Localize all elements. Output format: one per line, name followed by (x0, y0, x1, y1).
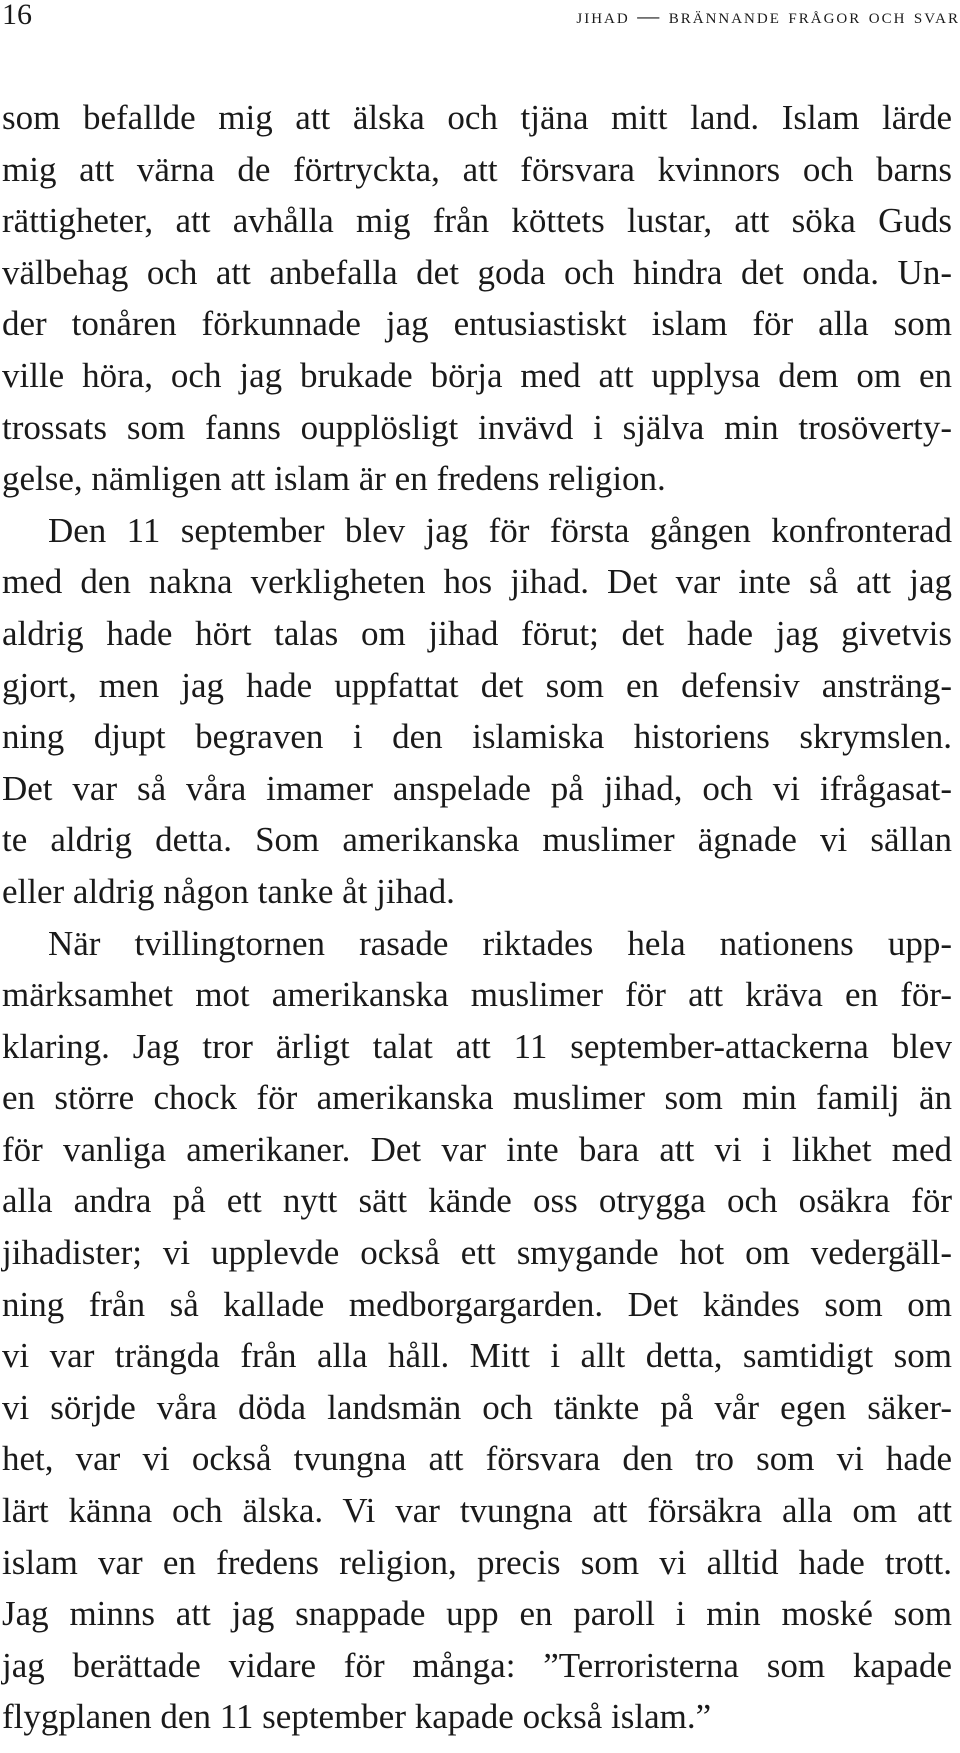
running-head (0, 0, 960, 34)
text-line: lärt känna och älska. Vi var tvungna att försäkra alla om att (2, 1491, 952, 1531)
body-text (2, 92, 952, 1743)
text-line: ning från så kallade medborgargarden. Det kändes som om (2, 1284, 952, 1324)
text-line: gelse, nämligen att islam är en fredens religion. (2, 459, 666, 499)
text-line: gjort, men jag hade uppfattat det som en defensiv ansträng- (2, 665, 952, 705)
text-line: islam var en fredens religion, precis som vi alltid hade trott. (2, 1542, 952, 1582)
text-line: mig att värna de förtryckta, att försvara kvinnors och barns (2, 149, 952, 189)
text-line: för vanliga amerikaner. Det var inte bara att vi i likhet med (2, 1129, 952, 1169)
running-title: jihad — brännande frågor och svar (576, 3, 960, 28)
text-line: te aldrig detta. Som amerikanska muslimer ägnade vi sällan (2, 820, 952, 860)
text-line: vi var trängda från alla håll. Mitt i allt detta, samtidigt som (2, 1336, 952, 1376)
text-line: märksamhet mot amerikanska muslimer för att kräva en för- (2, 975, 952, 1015)
text-line: Jag minns att jag snappade upp en paroll i min moské som (2, 1594, 952, 1634)
text-line: eller aldrig någon tanke åt jihad. (2, 871, 455, 911)
text-line: flygplanen den 11 september kapade också islam.” (2, 1697, 712, 1737)
text-line: der tonåren förkunnade jag entusiastiskt islam för alla som (2, 304, 952, 344)
text-line: som befallde mig att älska och tjäna mitt land. Islam lärde (2, 98, 952, 137)
text-line: ville höra, och jag brukade börja med att upplysa dem om en (2, 355, 952, 395)
text-line: välbehag och att anbefalla det goda och hindra det onda. Un- (2, 252, 952, 292)
text-line: med den nakna verkligheten hos jihad. Det var inte så att jag (2, 562, 952, 602)
text-line: jag berättade vidare för många: ”Terroristerna som kapade (2, 1645, 952, 1685)
page-number: 16 (2, 0, 32, 31)
text-line: het, var vi också tvungna att försvara den tro som vi hade (2, 1439, 952, 1479)
text-line: en större chock för amerikanska muslimer som min familj än (2, 1078, 952, 1118)
text-line: alla andra på ett nytt sätt kände oss otrygga och osäkra för (2, 1181, 952, 1221)
text-line: När tvillingtornen rasade riktades hela nationens upp- (48, 923, 952, 963)
text-line: aldrig hade hört talas om jihad förut; det hade jag givetvis (2, 613, 952, 653)
text-line: ning djupt begraven i den islamiska historiens skrymslen. (2, 717, 952, 757)
text-line: jihadister; vi upplevde också ett smygande hot om vedergäll- (2, 1233, 952, 1273)
text-line: klaring. Jag tror ärligt talat att 11 september-attackerna blev (2, 1026, 952, 1066)
text-line: trossats som fanns oupplösligt invävd i själva min trosöverty- (2, 407, 952, 447)
text-line: vi sörjde våra döda landsmän och tänkte på vår egen säker- (2, 1387, 952, 1427)
text-line: rättigheter, att avhålla mig från köttets lustar, att söka Guds (2, 201, 952, 241)
text-line: Den 11 september blev jag för första gången konfronterad (48, 510, 952, 550)
text-line: Det var så våra imamer anspelade på jihad, och vi ifrågasat- (2, 768, 952, 808)
